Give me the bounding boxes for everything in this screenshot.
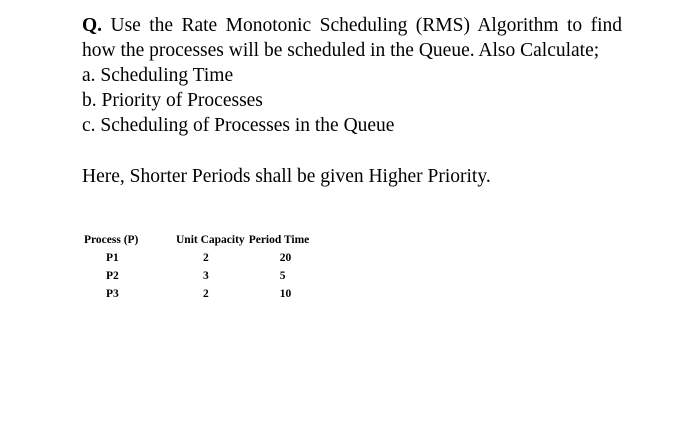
cell-capacity: 2 [203, 252, 209, 264]
cell-capacity: 2 [203, 288, 209, 300]
table-header-row [84, 231, 331, 249]
document-body [82, 13, 622, 189]
table-row [84, 285, 331, 303]
list-item: a. Scheduling Time [82, 65, 234, 86]
cell-period: 10 [279, 288, 292, 300]
cell-capacity: 3 [203, 270, 209, 282]
question-text: Use the Rate Monotonic Scheduling (RMS) Algorithm to find how the processes will be scheduled in the Queue. Also Calculate; [82, 15, 623, 61]
list-item: b. Priority of Processes [82, 90, 263, 111]
header-process: Process (P) [84, 234, 139, 246]
cell-process: P2 [106, 270, 119, 282]
header-unit-capacity: Unit Capacity [176, 234, 245, 246]
table-row [84, 249, 331, 267]
cell-period: 20 [279, 252, 292, 264]
cell-period: 5 [279, 270, 286, 282]
question-items [82, 63, 622, 138]
question-paragraph [82, 13, 622, 63]
cell-process: P3 [106, 288, 119, 300]
cell-process: P1 [106, 252, 119, 264]
process-table [84, 231, 331, 303]
question-prefix: Q. [82, 15, 103, 36]
list-item: c. Scheduling of Processes in the Queue [82, 115, 395, 136]
priority-note: Here, Shorter Periods shall be given Higher Priority. [82, 166, 491, 187]
table-row [84, 267, 331, 285]
header-period-time: Period Time [248, 234, 310, 246]
